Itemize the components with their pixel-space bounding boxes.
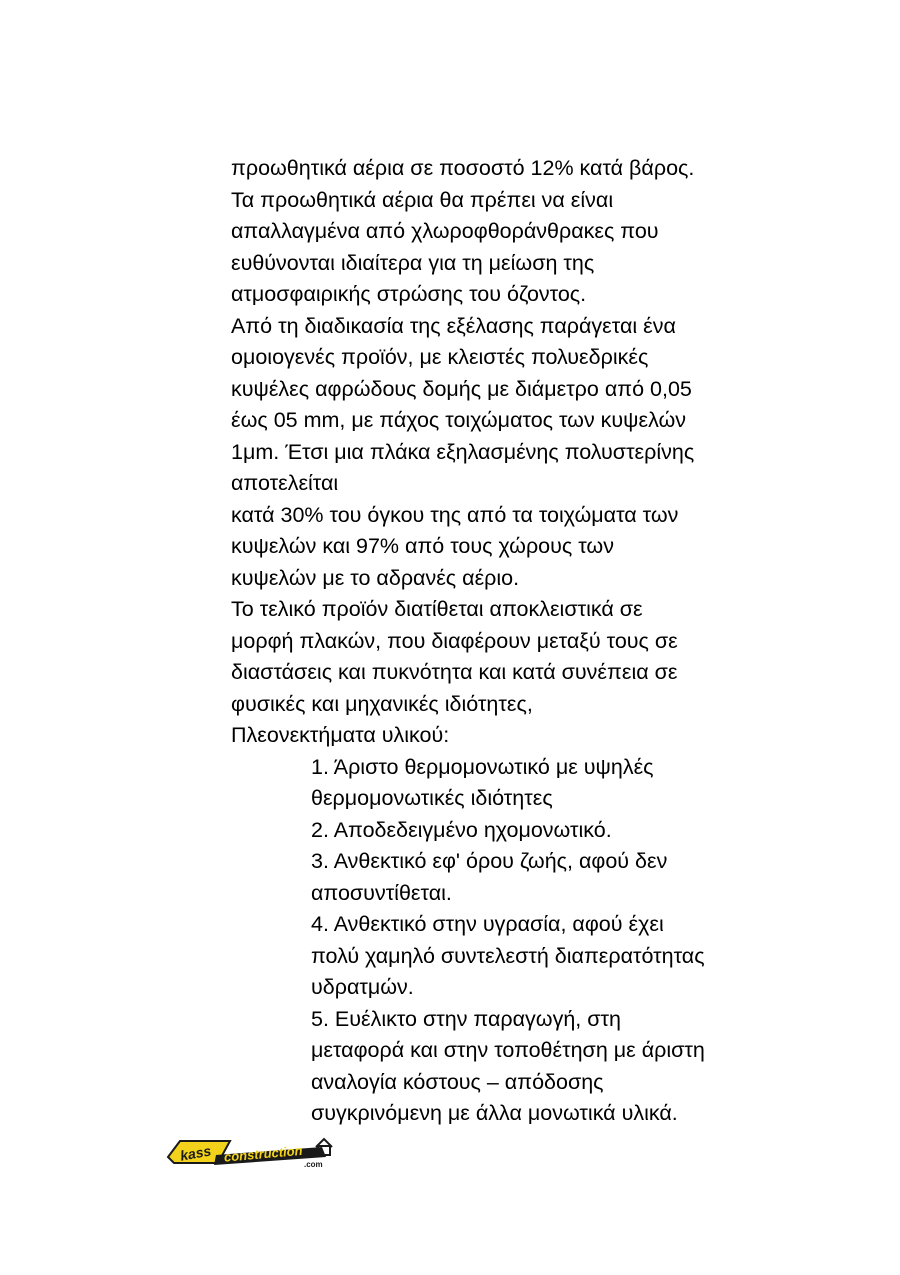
body-line: κυψελών και 97% από τους χώρους των	[231, 534, 614, 558]
body-line: Από τη διαδικασία της εξέλασης παράγεται ένα	[231, 313, 676, 338]
advantage-item-4	[231, 909, 791, 1004]
logo-text-suffix: .com	[304, 1160, 323, 1169]
body-line: διαστάσεις και πυκνότητα και κατά συνέπεια σε	[231, 660, 678, 684]
body-line: κατά 30% του όγκου της από τα τοιχώματα των	[231, 502, 679, 527]
logo-text-secondary: construction	[223, 1142, 304, 1165]
list-line: 1. Άριστο θερμομονωτικό με υψηλές	[311, 754, 654, 779]
body-line: προωθητικά αέρια σε ποσοστό 12% κατά βάρος.	[231, 156, 695, 180]
document-body	[231, 153, 791, 1130]
advantage-item-2	[231, 815, 791, 847]
list-line: 5. Ευέλικτο στην παραγωγή, στη	[311, 1006, 621, 1031]
list-line: 3. Ανθεκτικό εφ' όρου ζωής, αφού δεν	[311, 849, 668, 873]
advantage-item-5	[231, 1004, 791, 1130]
body-line: κυψελών με το αδρανές αέριο.	[231, 565, 520, 590]
advantage-item-1	[231, 752, 791, 815]
list-line: πολύ χαμηλό συντελεστή διαπερατότητας	[311, 943, 705, 968]
body-line: απαλλαγμένα από χλωροφθοράνθρακες που	[231, 219, 659, 243]
body-line: κυψέλες αφρώδους δομής με διάμετρο από 0,05	[231, 376, 692, 401]
list-heading: Πλεονεκτήματα υλικού:	[231, 723, 450, 747]
body-line: ευθύνονται ιδιαίτερα για τη μείωση της	[231, 250, 595, 275]
list-line: συγκρινόμενη με άλλα μονωτικά υλικά.	[311, 1101, 678, 1125]
list-line: θερμομονωτικές ιδιότητες	[311, 786, 553, 810]
list-line: αναλογία κόστους – απόδοσης	[311, 1069, 604, 1094]
body-line: Τα προωθητικά αέρια θα πρέπει να είναι	[231, 187, 614, 212]
kass-construction-logo	[166, 1133, 336, 1173]
list-line: υδρατμών.	[311, 975, 414, 999]
list-line: μεταφορά και στην τοποθέτηση με άριστη	[311, 1038, 705, 1062]
logo-graphic	[166, 1133, 336, 1173]
advantage-item-3	[231, 846, 791, 909]
list-line: αποσυντίθεται.	[311, 880, 452, 905]
body-line: 1μm. Έτσι μια πλάκα εξηλασμένης πολυστερίνης	[231, 439, 695, 464]
logo-text-primary: kass	[178, 1142, 213, 1164]
list-line: 4. Ανθεκτικό στην υγρασία, αφού έχει	[311, 912, 664, 936]
body-line: ατμοσφαιρικής στρώσης του όζοντος.	[231, 282, 587, 306]
body-line: ομοιογενές προϊόν, με κλειστές πολυεδρικές	[231, 345, 649, 369]
body-line: μορφή πλακών, που διαφέρουν μεταξύ τους σε	[231, 628, 678, 653]
body-line: έως 05 mm, με πάχος τοιχώματος των κυψελών	[231, 408, 687, 432]
body-line: φυσικές και μηχανικές ιδιότητες,	[231, 691, 533, 716]
body-line: αποτελείται	[231, 471, 339, 495]
body-line: Το τελικό προϊόν διατίθεται αποκλειστικά σε	[231, 597, 643, 621]
list-line: 2. Αποδεδειγμένο ηχομονωτικό.	[311, 817, 612, 842]
